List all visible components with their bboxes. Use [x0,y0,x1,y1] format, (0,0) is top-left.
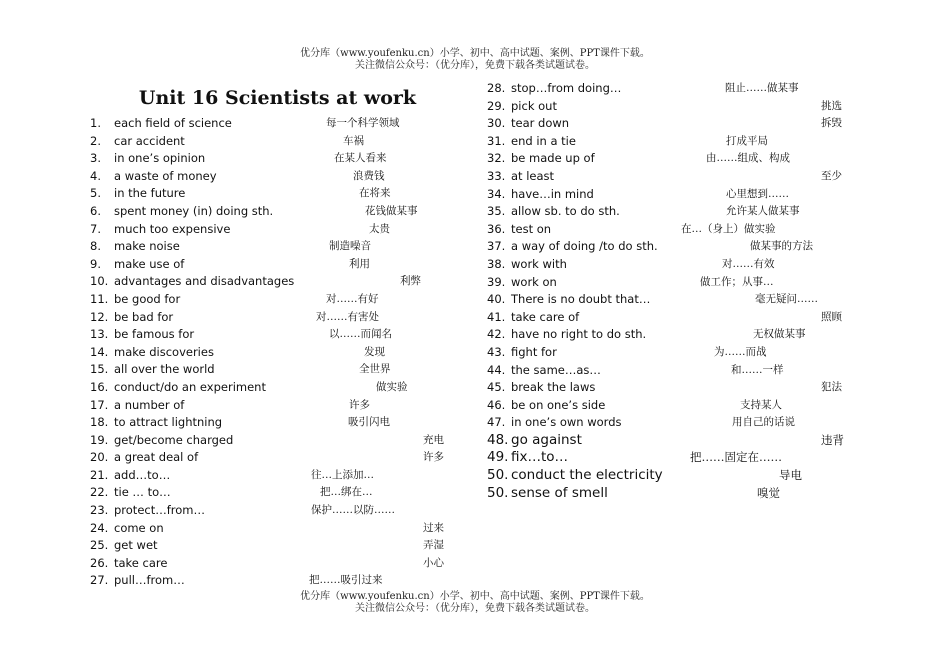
item-number: 9. [90,256,101,271]
vocab-row [90,502,465,520]
item-number: 22. [90,485,109,500]
item-number: 31. [487,133,506,148]
chinese-translation: 对……有害处 [316,310,379,323]
vocab-row [90,520,465,538]
english-phrase: a number of [114,397,185,412]
item-number: 49. [487,449,509,466]
chinese-translation: 保护……以防…… [311,504,395,517]
chinese-translation: 为……而战 [714,345,767,358]
chinese-translation: 无权做某事 [753,328,806,341]
item-number: 35. [487,204,506,219]
english-phrase: allow sb. to do sth. [511,204,620,219]
item-number: 30. [487,116,506,131]
english-phrase: have no right to do sth. [511,327,647,342]
chinese-translation: 发现 [364,345,385,358]
vocab-row [90,150,465,168]
english-phrase: make noise [114,239,180,254]
chinese-translation: 充电 [423,433,444,446]
item-number: 12. [90,309,109,324]
english-phrase: take care [114,555,168,570]
chinese-translation: 和……一样 [731,363,784,376]
item-number: 23. [90,503,109,518]
english-phrase: much too expensive [114,221,231,236]
chinese-translation: 用自己的话说 [732,416,795,429]
chinese-translation: 利弊 [400,275,421,288]
english-phrase: advantages and disadvantages [114,274,295,289]
vocab-row [90,203,465,221]
vocab-row [90,115,465,133]
item-number: 20. [90,450,109,465]
english-phrase: work with [511,256,567,271]
english-phrase: work on [511,274,557,289]
item-number: 47. [487,415,506,430]
item-number: 14. [90,344,109,359]
vocab-row [487,485,847,503]
item-number: 50. [487,484,509,501]
english-phrase: a way of doing /to do sth. [511,239,658,254]
vocab-row [487,326,847,344]
english-phrase: sense of smell [511,484,608,501]
english-phrase: in one’s own words [511,415,622,430]
english-phrase: pick out [511,98,557,113]
item-number: 16. [90,379,109,394]
vocab-row [487,397,847,415]
item-number: 15. [90,362,109,377]
chinese-translation: 许多 [349,398,370,411]
vocab-row [90,326,465,344]
item-number: 41. [487,309,506,324]
chinese-translation: 违背 [821,432,844,447]
chinese-translation: 做工作；从事… [700,275,774,288]
vocab-row [90,414,465,432]
chinese-translation: 挑选 [821,99,842,112]
vocab-row [90,185,465,203]
item-number: 45. [487,380,506,395]
item-number: 40. [487,292,506,307]
vocab-row [90,555,465,573]
chinese-translation: 照顾 [821,310,842,323]
item-number: 50. [487,467,509,484]
chinese-translation: 拆毁 [821,117,842,130]
item-number: 10. [90,274,109,289]
header-line-1: 优分库（www.youfenku.cn）小学、初中、高中试题、案例、PPT课件下载。 [300,48,650,59]
chinese-translation: 毫无疑问…… [755,293,818,306]
english-phrase: fight for [511,344,557,359]
chinese-translation: 以……而闻名 [329,328,392,341]
vocab-row [90,238,465,256]
vocab-row [90,221,465,239]
vocab-row [487,432,847,450]
english-phrase: car accident [114,133,185,148]
english-phrase: fix…to… [511,449,569,466]
english-phrase: all over the world [114,362,215,377]
vocab-row [487,238,847,256]
item-number: 2. [90,133,101,148]
vocab-row [487,344,847,362]
chinese-translation: 阻止……做某事 [725,82,799,94]
item-number: 42. [487,327,506,342]
vocab-row [487,221,847,239]
english-phrase: protect…from… [114,503,205,518]
english-phrase: pull…from… [114,573,185,588]
item-number: 44. [487,362,506,377]
chinese-translation: 由……组成、构成 [706,152,790,165]
english-phrase: have…in mind [511,186,594,201]
chinese-translation: 在…（身上）做实验 [681,222,776,235]
item-number: 25. [90,538,109,553]
english-phrase: be on one’s side [511,397,606,412]
english-phrase: be famous for [114,327,195,342]
item-number: 36. [487,221,506,236]
chinese-translation: 过来 [423,521,444,534]
english-phrase: a great deal of [114,450,199,465]
chinese-translation: 在将来 [359,187,391,200]
vocab-row [487,186,847,204]
vocab-row [487,98,847,116]
item-number: 38. [487,256,506,271]
chinese-translation: 浪费钱 [353,169,385,182]
item-number: 39. [487,274,506,289]
chinese-translation: 车祸 [343,134,364,147]
vocab-row [487,362,847,380]
vocab-row [90,484,465,502]
english-phrase: break the laws [511,380,596,395]
chinese-translation: 往…上添加… [311,468,374,481]
vocab-row [90,449,465,467]
chinese-translation: 在某人看来 [334,152,387,165]
english-phrase: be made up of [511,151,595,166]
vocab-row [90,168,465,186]
chinese-translation: 吸引闪电 [348,416,390,429]
chinese-translation: 每一个科学领域 [326,117,400,129]
vocab-row [487,80,847,98]
vocab-row [90,379,465,397]
item-number: 24. [90,520,109,535]
chinese-translation: 允许某人做某事 [726,205,800,218]
item-number: 11. [90,291,109,306]
vocab-row [90,133,465,151]
item-number: 4. [90,168,101,183]
vocab-row [487,133,847,151]
vocab-row [487,309,847,327]
english-phrase: make discoveries [114,344,214,359]
page-header [0,48,950,72]
chinese-translation: 打成平局 [726,134,768,147]
vocab-list-right [487,80,847,502]
vocab-row [90,397,465,415]
english-phrase: a waste of money [114,168,217,183]
vocab-row [487,379,847,397]
chinese-translation: 支持某人 [740,398,782,411]
english-phrase: the same…as… [511,362,601,377]
chinese-translation: 做某事的方法 [750,240,813,253]
item-number: 1. [90,116,101,130]
chinese-translation: 花钱做某事 [365,204,418,217]
vocab-row [487,115,847,133]
vocab-row [487,414,847,432]
english-phrase: test on [511,221,552,236]
english-phrase: get/become charged [114,432,234,447]
chinese-translation: 心里想到…… [726,187,789,200]
chinese-translation: 全世界 [359,363,391,376]
chinese-translation: 对……有好 [326,292,379,305]
footer-line-1: 优分库（www.youfenku.cn）小学、初中、高中试题、案例、PPT课件下载。 [300,591,650,602]
chinese-translation: 至少 [821,169,842,182]
english-phrase: tear down [511,116,570,131]
vocab-row [487,449,847,467]
item-number: 48. [487,431,509,448]
english-phrase: be bad for [114,309,174,324]
vocab-list-left [90,115,465,590]
vocab-row [487,256,847,274]
vocab-row [487,467,847,485]
chinese-translation: 太贵 [369,222,390,235]
item-number: 33. [487,168,506,183]
english-phrase: stop…from doing… [511,81,622,95]
vocab-row [90,467,465,485]
item-number: 34. [487,186,506,201]
chinese-translation: 对……有效 [722,257,775,270]
chinese-translation: 做实验 [376,380,408,393]
vocab-row [90,537,465,555]
item-number: 21. [90,467,109,482]
chinese-translation: 犯法 [821,381,842,394]
item-number: 17. [90,397,109,412]
vocab-row [90,344,465,362]
chinese-translation: 嗅觉 [757,485,780,500]
english-phrase: There is no doubt that… [511,292,651,307]
vocab-row [487,291,847,309]
item-number: 29. [487,98,506,113]
vocab-row [90,256,465,274]
english-phrase: in the future [114,186,186,201]
english-phrase: take care of [511,309,580,324]
vocab-row [90,309,465,327]
english-phrase: to attract lightning [114,415,223,430]
vocab-row [90,273,465,291]
english-phrase: add…to… [114,467,171,482]
chinese-translation: 把……固定在…… [690,450,782,465]
item-number: 37. [487,239,506,254]
item-number: 13. [90,327,109,342]
item-number: 6. [90,203,101,218]
item-number: 7. [90,221,101,236]
item-number: 46. [487,397,506,412]
english-phrase: in one’s opinion [114,151,206,166]
vocab-row [90,291,465,309]
vocab-row [487,168,847,186]
item-number: 3. [90,151,101,166]
english-phrase: tie … to… [114,485,171,500]
item-number: 43. [487,344,506,359]
page-title: Unit 16 Scientists at work [138,87,417,109]
item-number: 32. [487,151,506,166]
chinese-translation: 导电 [779,468,802,483]
english-phrase: go against [511,431,582,448]
chinese-translation: 许多 [423,451,444,464]
item-number: 19. [90,432,109,447]
english-phrase: spent money (in) doing sth. [114,203,274,218]
english-phrase: conduct/do an experiment [114,379,266,394]
item-number: 27. [90,573,109,588]
page-footer [0,591,950,615]
chinese-translation: 制造噪音 [329,240,371,253]
vocab-row [90,432,465,450]
english-phrase: be good for [114,291,181,306]
item-number: 18. [90,415,109,430]
chinese-translation: 把……吸引过来 [309,574,383,587]
chinese-translation: 利用 [349,257,370,270]
item-number: 26. [90,555,109,570]
vocab-row [90,361,465,379]
vocab-row [487,203,847,221]
vocab-row [90,572,465,590]
english-phrase: each field of science [114,116,232,130]
english-phrase: end in a tie [511,133,576,148]
english-phrase: conduct the electricity [511,467,663,484]
item-number: 8. [90,239,101,254]
english-phrase: at least [511,168,555,183]
header-line-2: 关注微信公众号：（优分库），免费下载各类试题试卷。 [355,60,595,71]
chinese-translation: 把…绑在… [320,486,373,499]
vocab-row [487,150,847,168]
english-phrase: make use of [114,256,185,271]
footer-line-2: 关注微信公众号：（优分库），免费下载各类试题试卷。 [355,603,595,614]
item-number: 28. [487,81,506,95]
english-phrase: come on [114,520,164,535]
item-number: 5. [90,186,101,201]
vocab-row [487,274,847,292]
chinese-translation: 小心 [423,556,444,569]
chinese-translation: 弄湿 [423,539,444,552]
english-phrase: get wet [114,538,158,553]
